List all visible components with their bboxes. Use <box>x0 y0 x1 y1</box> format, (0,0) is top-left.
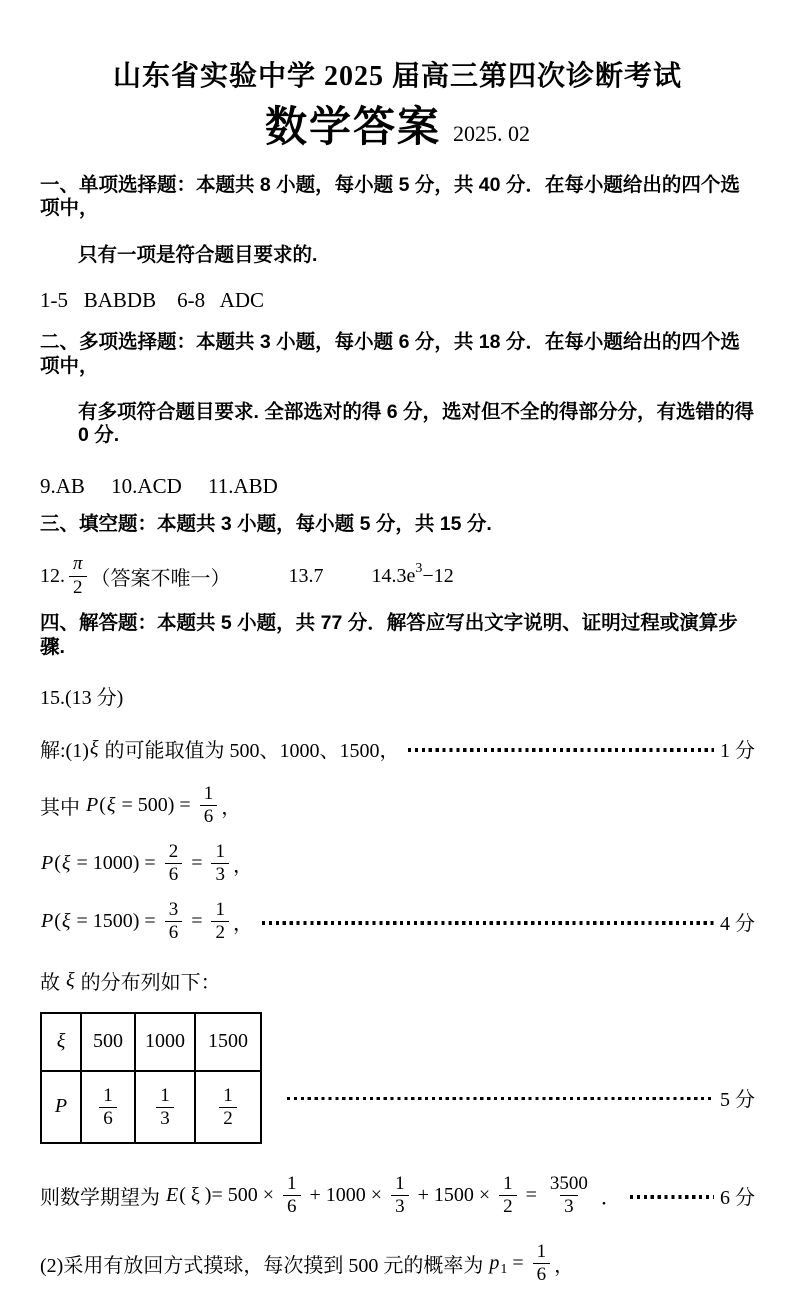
spacer <box>231 576 289 577</box>
score-label: 6 分 <box>720 1187 755 1210</box>
score-label: 1 分 <box>720 740 755 763</box>
fraction <box>211 841 229 887</box>
fraction-numerator: 1 <box>215 899 225 920</box>
math-text: ， <box>232 913 253 936</box>
math-text: = 1500) = <box>71 910 161 933</box>
section1-answers: 1-5 BABDB 6-8 ADC <box>40 288 265 313</box>
math-text: ， <box>554 1255 575 1278</box>
math-text: (2)采用有放回方式摸球，每次摸到 500 元的概率为 <box>40 1255 489 1278</box>
fraction-numerator: 1 <box>103 1084 113 1106</box>
fraction-numerator: 1 <box>223 1084 233 1106</box>
fraction <box>165 899 183 945</box>
math-text: = <box>186 852 208 875</box>
math-text: = <box>507 1252 529 1275</box>
math-variable: ξ <box>66 969 75 992</box>
math-text: = 500) = <box>116 794 196 817</box>
fraction-denominator: 2 <box>219 1107 237 1130</box>
section1-heading-line1: 一、单项选择题：本题共 8 小题，每小题 5 分，共 40 分．在每小题给出的四个选项中， <box>40 174 740 220</box>
math-text: + 1500 × <box>412 1184 496 1207</box>
fraction-denominator: 6 <box>283 1195 301 1218</box>
fill-in-answers <box>40 550 755 602</box>
subtitle-row <box>40 103 755 150</box>
fraction <box>219 1085 237 1131</box>
fraction-numerator: 3 <box>168 899 179 920</box>
fraction <box>546 1173 592 1219</box>
math-variable: P <box>41 910 54 933</box>
fraction-denominator: 3 <box>391 1195 409 1218</box>
math-text: 其中 <box>40 797 85 820</box>
fraction-numerator: 1 <box>215 841 225 862</box>
table-cell-prob <box>81 1071 135 1143</box>
solution-line-1 <box>40 734 755 764</box>
math-text: = <box>186 910 208 933</box>
math-text: （答案不唯一） <box>90 567 231 590</box>
spacer <box>324 576 372 577</box>
math-text: 故 <box>40 972 65 995</box>
dotted-leader <box>287 1097 714 1100</box>
fraction-numerator: π <box>73 553 83 575</box>
math-variable: ξ <box>89 737 99 760</box>
fraction-numerator: 1 <box>536 1241 547 1262</box>
fraction-numerator: 2 <box>168 841 179 862</box>
fraction <box>499 1173 517 1219</box>
math-variable: E <box>166 1184 179 1207</box>
distribution-table <box>40 1012 262 1144</box>
fraction-denominator: 2 <box>69 576 87 599</box>
fraction-denominator: 3 <box>211 863 229 886</box>
solution-line-p1000 <box>40 838 755 890</box>
score-label: 5 分 <box>720 1088 755 1111</box>
math-text: 14.3e <box>371 564 416 587</box>
page-title: 山东省实验中学 2025 届高三第四次诊断考试 <box>112 61 682 92</box>
table-cell-prob <box>135 1071 195 1143</box>
dotted-leader <box>262 921 714 924</box>
fraction-numerator: 1 <box>160 1084 170 1106</box>
math-text: ( ξ )= 500 × <box>179 1184 280 1207</box>
fraction <box>69 553 87 599</box>
section3-heading: 三、填空题：本题共 3 小题，每小题 5 分，共 15 分. <box>40 512 492 535</box>
math-text: ， <box>221 797 242 820</box>
math-variable: P <box>86 794 99 817</box>
fraction-denominator: 6 <box>165 921 183 944</box>
math-text: 12. <box>40 564 65 587</box>
fraction-denominator: 2 <box>211 921 229 944</box>
superscript: 3 <box>415 561 423 577</box>
fraction-denominator: 3 <box>156 1107 174 1130</box>
score-label: 4 分 <box>720 913 755 936</box>
fraction <box>211 899 229 945</box>
math-text: 13.7 <box>288 564 324 587</box>
table-cell-p-label: P <box>41 1071 81 1143</box>
math-text: 解:(1) <box>40 740 89 763</box>
fraction <box>200 783 218 829</box>
math-text: 的可能取值为 500、1000、1500， <box>99 740 400 763</box>
fraction-denominator: 6 <box>99 1107 117 1130</box>
math-text: = 1000) = <box>71 852 161 875</box>
solution-line-p1500 <box>40 896 755 948</box>
dotted-leader <box>630 1195 714 1198</box>
fraction-numerator: 1 <box>503 1173 513 1194</box>
fraction-denominator: 6 <box>533 1263 551 1286</box>
math-variable: P <box>41 852 54 875</box>
fraction-numerator: 1 <box>395 1173 405 1194</box>
fraction-numerator: 3500 <box>549 1173 588 1194</box>
table-cell-value: 1500 <box>195 1013 261 1071</box>
fraction-denominator: 3 <box>560 1195 578 1218</box>
fraction-numerator: 1 <box>203 783 214 804</box>
math-text: ( <box>99 794 106 817</box>
question15-number: 15.(13 分) <box>40 686 124 709</box>
table-score-line <box>278 1083 755 1112</box>
math-variable: ξ <box>61 910 71 933</box>
math-text: ( <box>54 852 61 875</box>
section4-heading: 四、解答题：本题共 5 小题，共 77 分．解答应写出文字说明、证明过程或演算步骤. <box>40 612 738 658</box>
fraction <box>99 1085 117 1131</box>
math-text: 的分布列如下： <box>75 972 221 995</box>
fraction-numerator: 1 <box>287 1173 297 1194</box>
math-variable: p <box>489 1252 500 1275</box>
solution-line-p500 <box>40 780 755 832</box>
math-text: −12 <box>422 564 454 587</box>
table-row <box>41 1071 261 1143</box>
dotted-leader <box>408 748 714 751</box>
fraction <box>533 1241 551 1287</box>
fraction-denominator: 2 <box>499 1195 517 1218</box>
fraction <box>283 1173 301 1219</box>
table-cell-value: 500 <box>81 1013 135 1071</box>
math-text: = <box>520 1184 542 1207</box>
subscript: 1 <box>500 1261 508 1277</box>
math-text: ( <box>54 910 61 933</box>
section2-heading-line2: 有多项符合题目要求. 全部选对的得 6 分，选对但不全的得部分分，有选错的得 0 分. <box>78 400 760 447</box>
section1-heading-line2: 只有一项是符合题目要求的. <box>78 243 318 266</box>
expectation-line <box>40 1170 755 1222</box>
math-text: ， <box>232 855 253 878</box>
table-row <box>41 1013 261 1071</box>
math-text: ． <box>595 1187 621 1210</box>
distribution-intro <box>40 966 755 996</box>
distribution-table-block <box>40 1012 755 1144</box>
table-cell-value: 1000 <box>135 1013 195 1071</box>
math-variable: ξ <box>106 794 116 817</box>
table-cell-prob <box>195 1071 261 1143</box>
fraction <box>165 841 183 887</box>
fraction <box>156 1085 174 1131</box>
table-cell-xi-label: ξ <box>41 1013 81 1071</box>
part2-line <box>40 1238 755 1290</box>
math-variable: ξ <box>61 852 71 875</box>
section2-answers: 9.AB 10.ACD 11.ABD <box>40 473 278 498</box>
math-text: 则数学期望为 <box>40 1187 165 1210</box>
fraction-denominator: 6 <box>165 863 183 886</box>
math-text: + 1000 × <box>304 1184 388 1207</box>
section2-heading-line1: 二、多项选择题：本题共 3 小题，每小题 6 分，共 18 分．在每小题给出的四个选项中， <box>40 331 740 377</box>
exam-date: 2025. 02 <box>453 121 530 146</box>
fraction <box>391 1173 409 1219</box>
answers-heading: 数学答案 <box>264 103 441 150</box>
fraction-denominator: 6 <box>200 805 218 828</box>
